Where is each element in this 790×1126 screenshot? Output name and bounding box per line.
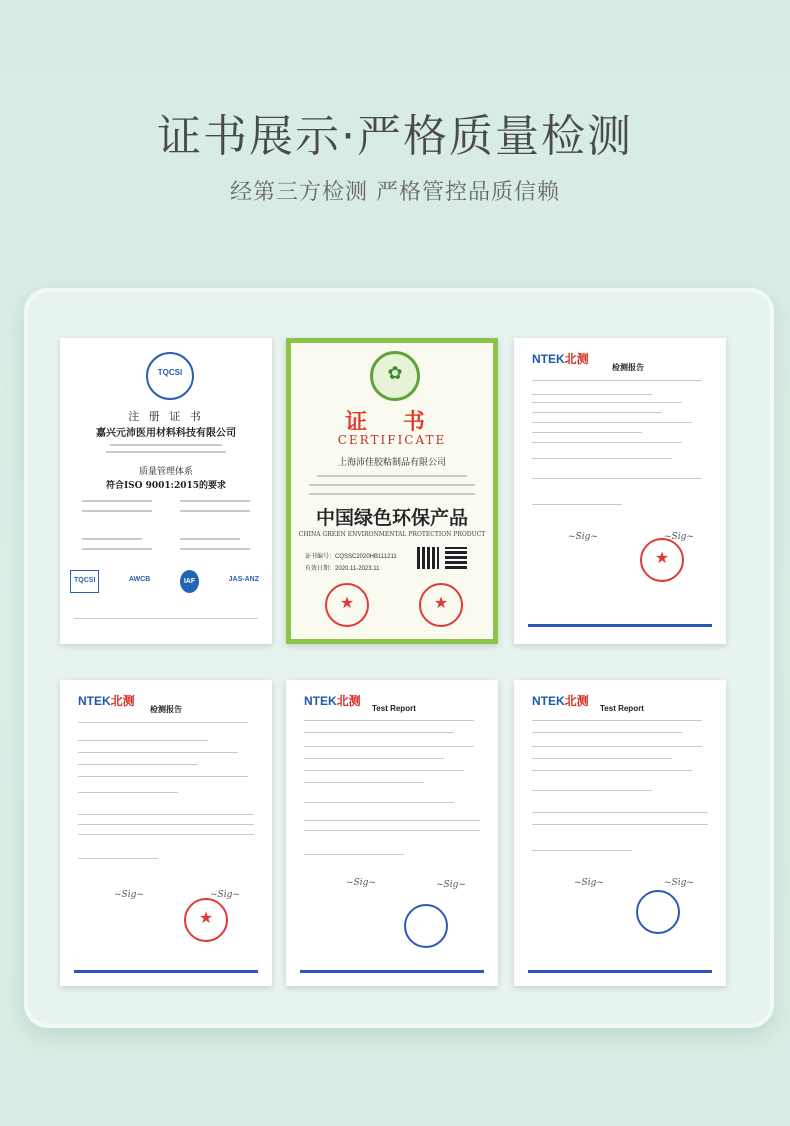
- red-seal-icon: [184, 898, 228, 942]
- text-line: [532, 720, 702, 721]
- text-line: [317, 475, 467, 477]
- signature: ~Sig~: [568, 532, 598, 542]
- footer-bar: [300, 970, 484, 973]
- qr-code-icon: [417, 547, 439, 569]
- footer-line: [74, 618, 258, 619]
- text-line: [304, 758, 444, 759]
- certificate-heading: 注 册 证 书: [128, 410, 204, 423]
- ntek-logo-icon: NTEK: [304, 694, 337, 708]
- report-title: Test Report: [372, 704, 416, 713]
- page-title: 证书展示·严格质量检测: [157, 111, 633, 162]
- text-line: [304, 770, 464, 771]
- footer-bar: [74, 970, 258, 973]
- text-line: [532, 478, 702, 479]
- text-line: [180, 548, 250, 550]
- text-line: [180, 538, 240, 540]
- text-line: [78, 858, 158, 859]
- signature: ~Sig~: [574, 878, 604, 888]
- text-line: [304, 782, 424, 783]
- signature: ~Sig~: [346, 878, 376, 888]
- jas-anz-badge-icon: JAS-ANZ: [228, 576, 259, 583]
- text-line: [532, 458, 672, 459]
- text-line: [304, 720, 474, 721]
- text-line: [532, 790, 652, 791]
- text-line: [82, 510, 152, 512]
- text-line: [304, 732, 454, 733]
- text-line: [78, 740, 208, 741]
- green-product-subtitle: CHINA GREEN ENVIRONMENTAL PROTECTION PRODUCT: [298, 531, 486, 538]
- ntek-logo-icon: NTEK: [532, 694, 565, 708]
- tqcsi-logo-icon: TQCSI: [146, 352, 194, 400]
- iso-certificate-card[interactable]: [60, 338, 272, 644]
- ntek-report-card-2[interactable]: NTEK北测 检测报告 ~Sig~ ~Sig~ ★: [60, 680, 272, 986]
- certificate-title-cn: 证 书: [345, 409, 439, 435]
- text-line: [82, 538, 142, 540]
- tqcsi-badge-icon: TQCSI: [70, 570, 99, 593]
- accreditation-badges: [70, 570, 262, 593]
- text-line: [309, 484, 475, 486]
- text-line: [532, 504, 622, 505]
- ntek-test-report-card-1[interactable]: NTEK北测 Test Report ~Sig~ ~Sig~: [286, 680, 498, 986]
- text-line: [304, 830, 480, 831]
- text-line: [532, 746, 702, 747]
- green-company-name: 上海沛佳胶粘制品有限公司: [337, 458, 446, 468]
- text-line: [78, 824, 254, 825]
- text-line: [532, 770, 692, 771]
- ntek-logo-icon: NTEK: [532, 352, 565, 366]
- red-seal-icon: [419, 583, 463, 627]
- page-subtitle: 经第三方检测 严格管控品质信赖: [230, 180, 560, 205]
- text-line: [532, 432, 642, 433]
- ntek-stamp-icon: [404, 904, 448, 948]
- text-line: [78, 776, 248, 777]
- report-title: 检测报告: [612, 363, 644, 372]
- text-line: [110, 444, 222, 446]
- text-line: [532, 442, 682, 443]
- qr-code-icon: [445, 547, 467, 569]
- text-line: [532, 422, 692, 423]
- signature: ~Sig~: [114, 890, 144, 900]
- text-line: [309, 493, 475, 495]
- text-line: [78, 764, 198, 765]
- ntek-stamp-icon: [636, 890, 680, 934]
- text-line: [180, 500, 250, 502]
- text-line: [532, 380, 702, 381]
- text-line: [532, 824, 708, 825]
- iso-standard-label: 符合ISO 9001:2015的要求: [105, 481, 227, 491]
- signature: ~Sig~: [664, 532, 694, 542]
- signature: ~Sig~: [210, 890, 240, 900]
- iso-company-name: 嘉兴元沛医用材料科技有限公司: [96, 428, 236, 439]
- red-seal-icon: [325, 583, 369, 627]
- certificate-validity: 有效日期：2020.11-2023.11: [305, 566, 380, 572]
- ntek-logo-icon: NTEK: [78, 694, 111, 708]
- text-line: [82, 548, 152, 550]
- quality-system-label: 质量管理体系: [138, 467, 193, 477]
- signature: ~Sig~: [436, 880, 466, 890]
- text-line: [304, 820, 480, 821]
- red-seal-icon: [640, 538, 684, 582]
- text-line: [304, 802, 454, 803]
- text-line: [78, 814, 254, 815]
- text-line: [532, 394, 652, 395]
- ntek-test-report-card-2[interactable]: NTEK北测 Test Report ~Sig~ ~Sig~: [514, 680, 726, 986]
- text-line: [180, 510, 250, 512]
- awcb-badge-icon: AWCB: [128, 576, 151, 583]
- green-emblem-icon: ✿: [370, 351, 420, 401]
- text-line: [532, 412, 662, 413]
- text-line: [532, 812, 708, 813]
- iaf-badge-icon: IAF: [180, 570, 199, 593]
- green-product-title: 中国绿色环保产品: [315, 507, 468, 529]
- certificate-title-en: CERTIFICATE: [337, 433, 447, 447]
- text-line: [532, 850, 632, 851]
- footer-bar: [528, 970, 712, 973]
- text-line: [532, 732, 682, 733]
- text-line: [532, 758, 672, 759]
- report-title: 检测报告: [150, 705, 182, 714]
- report-title: Test Report: [600, 704, 644, 713]
- text-line: [304, 854, 404, 855]
- certificate-number: 证书编号：CQSSC2020HB111211: [305, 554, 397, 560]
- footer-bar: [528, 624, 712, 627]
- signature: ~Sig~: [664, 878, 694, 888]
- text-line: [78, 722, 248, 723]
- text-line: [78, 752, 238, 753]
- green-product-certificate-card[interactable]: [286, 338, 498, 644]
- text-line: [304, 746, 474, 747]
- ntek-report-card-1[interactable]: NTEK北测 检测报告 ~Sig~ ~Sig~ ★: [514, 338, 726, 644]
- text-line: [532, 402, 682, 403]
- text-line: [78, 834, 254, 835]
- text-line: [82, 500, 152, 502]
- text-line: [106, 451, 226, 453]
- text-line: [78, 792, 178, 793]
